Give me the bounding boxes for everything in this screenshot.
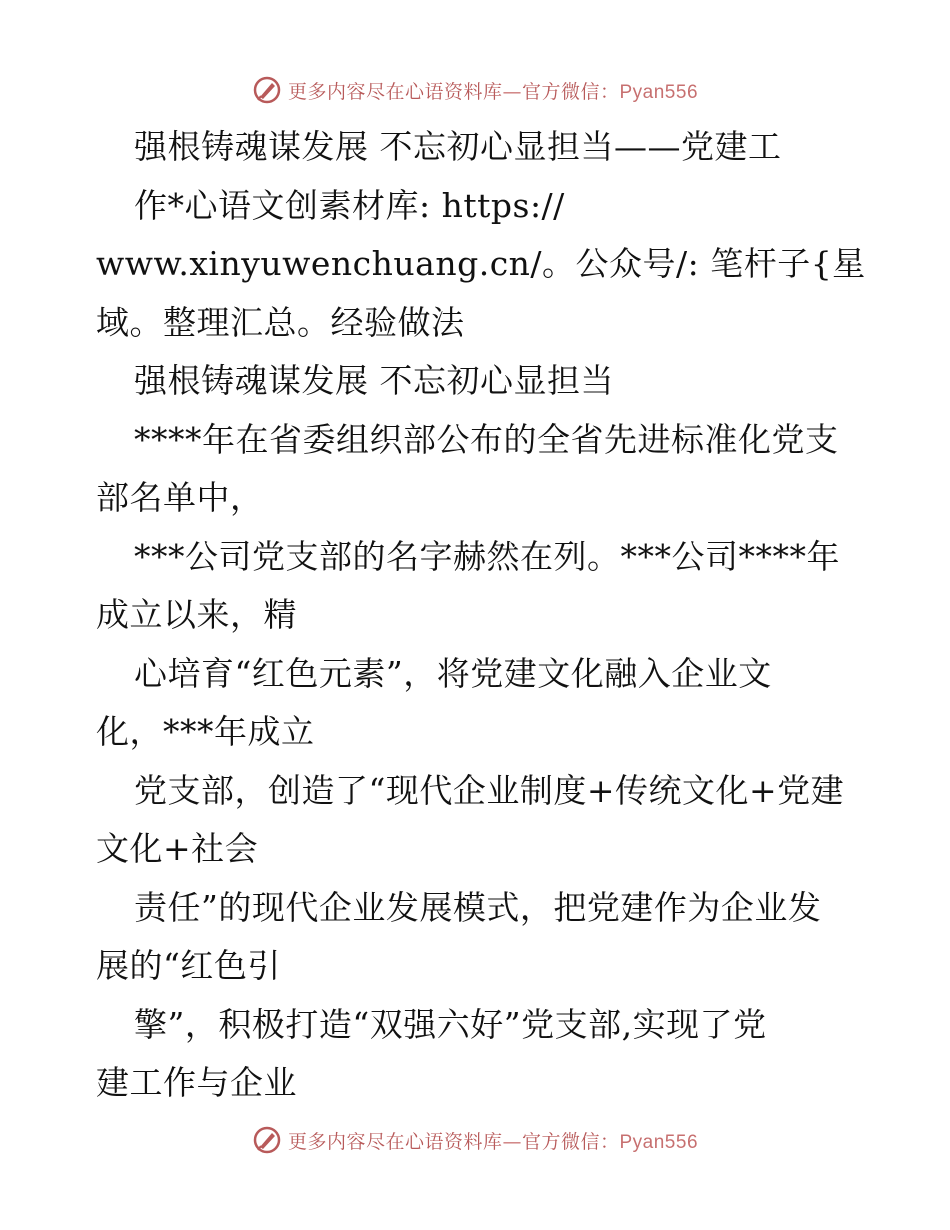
- doc-line-14: 责任”的现代企业发展模式，把党建作为企业发: [134, 887, 822, 927]
- doc-line-15: 展的“红色引: [96, 946, 281, 985]
- doc-line-16: 擎”，积极打造“双强六好”党支部,实现了党: [134, 1004, 767, 1044]
- doc-line-4: 域。整理汇总。经验做法: [96, 302, 465, 342]
- doc-line-2: 作*心语文创素材库: https://: [134, 185, 565, 225]
- doc-line-10: 心培育“红色元素”，将党建文化融入企业文: [134, 653, 772, 693]
- quill-pen-icon: [252, 75, 282, 105]
- doc-line-5: 强根铸魂谋发展 不忘初心显担当: [134, 361, 614, 400]
- doc-line-6: ****年在省委组织部公布的全省先进标准化党支: [134, 419, 839, 459]
- doc-line-7: 部名单中，: [96, 478, 264, 517]
- doc-line-8: ***公司党支部的名字赫然在列。***公司****年: [134, 536, 840, 576]
- quill-pen-icon: [252, 1125, 282, 1155]
- doc-line-1: 强根铸魂谋发展 不忘初心显担当——党建工: [134, 127, 782, 166]
- document-body: [96, 118, 866, 1113]
- header-banner: [0, 72, 950, 108]
- doc-line-9: 成立以来，精: [96, 595, 297, 634]
- doc-line-3: www.xinyuwenchuang.cn/。公众号/: 笔杆子{星: [96, 244, 866, 283]
- doc-line-17: 建工作与企业: [96, 1063, 297, 1102]
- doc-line-12: 党支部，创造了“现代企业制度+传统文化+党建: [134, 770, 845, 810]
- footer-banner: [0, 1122, 950, 1158]
- footer-banner-text: 更多内容尽在心语资料库—官方微信：Pyan556: [287, 1130, 699, 1153]
- doc-line-11: 化，***年成立: [96, 712, 315, 751]
- header-banner-text: 更多内容尽在心语资料库—官方微信：Pyan556: [287, 80, 699, 103]
- doc-line-13: 文化+社会: [96, 829, 259, 868]
